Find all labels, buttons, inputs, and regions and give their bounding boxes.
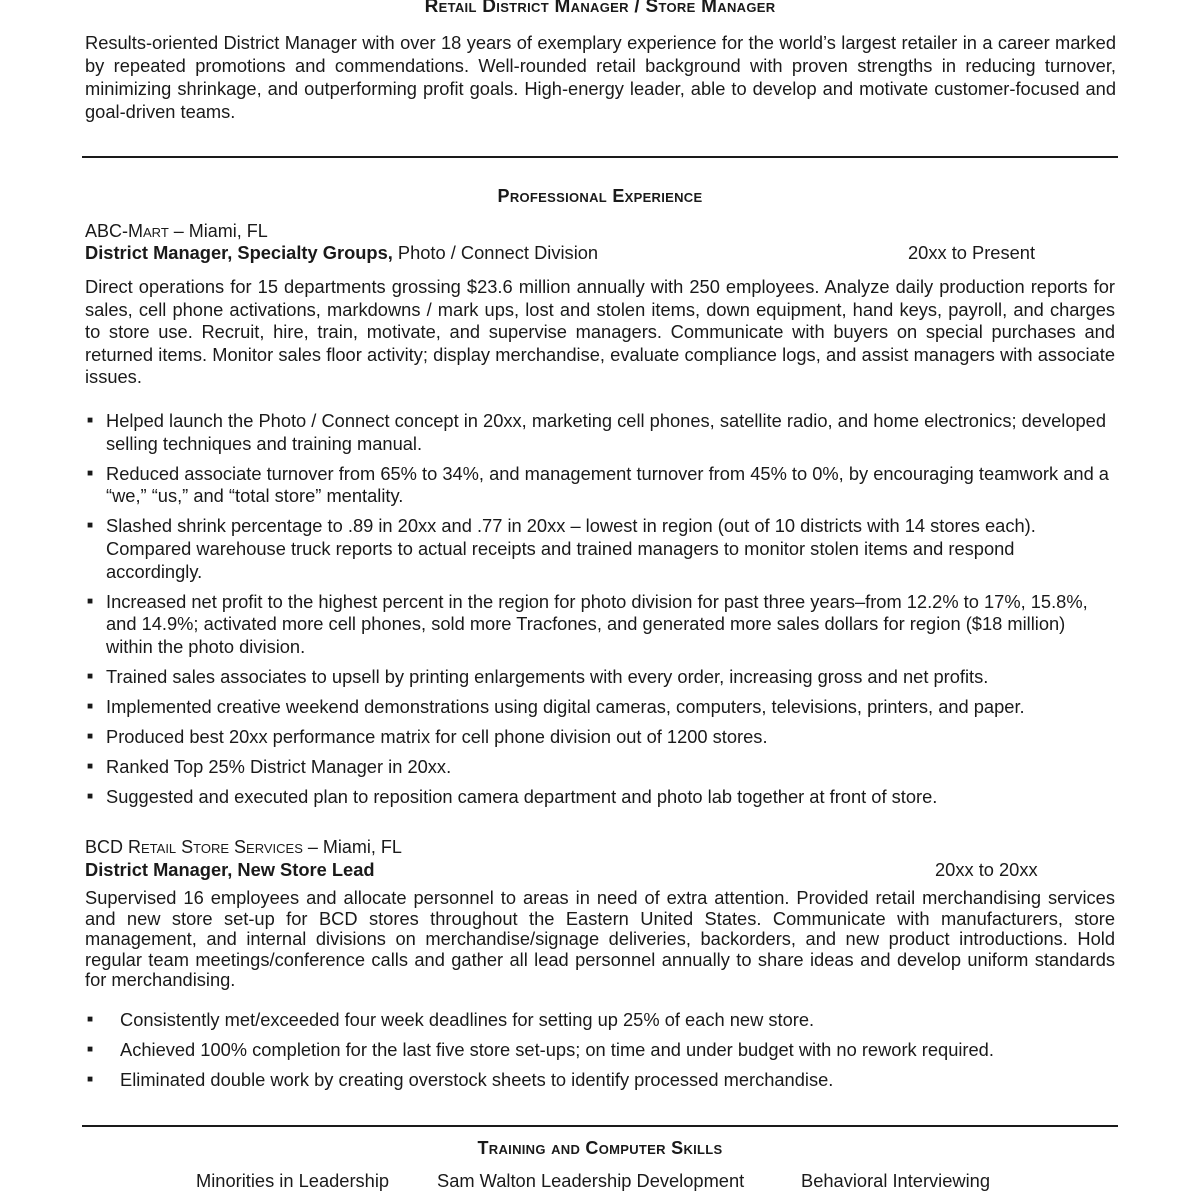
- job-1-description: Direct operations for 15 departments grossing $23.6 million annually with 250 employees. Analyze daily production reports for sales, cell phone activations, markdowns / mark ups, lost and stolen items, down equipment, hand keys, payroll, and charges to store use. Recruit, hire, train, motivate, and supervise managers. Communicate with buyers on special purchases and returned items. Monitor sales floor activity; display merchandise, evaluate compliance logs, and assist managers with associate issues.: [85, 276, 1115, 388]
- skill-item: Minorities in Leadership: [196, 1170, 390, 1191]
- training-section-title: Training and Computer Skills: [477, 1138, 723, 1158]
- bullet-square-icon: ■: [87, 1014, 94, 1025]
- bullet-square-icon: ■: [87, 670, 94, 682]
- bullet-square-icon: ■: [87, 731, 94, 743]
- job-2-employer-line: [85, 836, 402, 858]
- job-1-employer-line: [85, 220, 268, 242]
- job-1-title: District Manager, Specialty Groups,: [85, 242, 393, 263]
- bullet-square-icon: ■: [87, 467, 94, 479]
- list-item: ■ Implemented creative weekend demonstrations using digital cameras, computers, televisions, printers, and paper.: [87, 696, 1025, 718]
- list-item: ■ Achieved 100% completion for the last five store set-ups; on time and under budget with no rework required.: [87, 1038, 994, 1060]
- job-2-description: Supervised 16 employees and allocate personnel to areas in need of extra attention. Provided retail merchandising services and new store set-up for BCD stores throughout the Eastern United States. Communicate with manufacturers, store management, and internal divisions on merchandise/signage deliveries, backorders, and new product introductions. Hold regular team meetings/conference calls and gather all lead personnel annually to share ideas and develop uniform standards for merchandising.: [85, 887, 1115, 990]
- resume-headline: Retail District Manager / Store Manager: [424, 0, 776, 17]
- job-1-location: – Miami, FL: [168, 221, 268, 241]
- bullet-square-icon: ■: [87, 761, 94, 773]
- bullet-square-icon: ■: [87, 1043, 94, 1055]
- bullet-square-icon: ■: [87, 1073, 94, 1085]
- list-item: ■ Slashed shrink percentage to .89 in 20xx and .77 in 20xx – lowest in region (out of 10 districts with 14 stores each). Compared warehouse truck reports to actual receipts and trained managers to monitor stolen items and respond accordingly.: [87, 515, 1036, 582]
- section-divider-bottom: [82, 1125, 1118, 1127]
- list-item: ■ Produced best 20xx performance matrix for cell phone division out of 1200 stores.: [87, 726, 768, 748]
- job-2-achievements: [85, 1009, 1115, 1099]
- list-item: ■ Suggested and executed plan to reposition camera department and photo lab together at front of store.: [87, 786, 938, 808]
- job-1-division: Photo / Connect Division: [392, 242, 599, 263]
- job-2-title: District Manager, New Store Lead: [85, 859, 375, 880]
- list-item: ■ Increased net profit to the highest percent in the region for photo division for past three years–from 12.2% to 17%, 15.8%, and 14.9%; activated more cell phones, sold more Tracfones, and generated more sales dollars for region ($18 million) within the photo division.: [87, 590, 1088, 657]
- list-item: ■ Ranked Top 25% District Manager in 20xx.: [87, 756, 452, 778]
- bullet-square-icon: ■: [87, 520, 94, 532]
- summary-paragraph: Results-oriented District Manager with over 18 years of exemplary experience for the world’s largest retailer in a career marked by repeated promotions and commendations. Well-rounded retail background with proven strengths in reducing turnover, minimizing shrinkage, and outperforming profit goals. High-energy leader, able to develop and motivate customer-focused and goal-driven teams.: [85, 32, 1116, 122]
- experience-section-title: Professional Experience: [497, 186, 703, 206]
- job-1-role-line: [85, 242, 598, 264]
- bullet-square-icon: ■: [87, 701, 94, 713]
- job-2-dates: 20xx to 20xx: [935, 859, 1038, 880]
- list-item: ■ Eliminated double work by creating overstock sheets to identify processed merchandise.: [87, 1068, 834, 1090]
- bullet-square-icon: ■: [87, 595, 94, 607]
- job-2-location: – Miami, FL: [302, 837, 402, 857]
- job-1-employer: ABC-Mart: [85, 221, 169, 241]
- skill-item: Behavioral Interviewing: [801, 1170, 991, 1191]
- list-item: ■ Trained sales associates to upsell by printing enlargements with every order, increasing gross and net profits.: [87, 665, 989, 687]
- job-1-achievements: [85, 410, 1115, 816]
- list-item: ■ Reduced associate turnover from 65% to 34%, and management turnover from 45% to 0%, by encouraging teamwork and a “we,” “us,” and “total store” mentality.: [87, 462, 1109, 507]
- bullet-square-icon: ■: [87, 791, 94, 803]
- list-item: ■ Helped launch the Photo / Connect concept in 20xx, marketing cell phones, satellite radio, and home electronics; developed selling techniques and training manual.: [87, 410, 1106, 454]
- job-2-employer: BCD Retail Store Services: [85, 837, 303, 857]
- bullet-square-icon: ■: [87, 415, 94, 426]
- job-1-dates: 20xx to Present: [908, 242, 1036, 263]
- list-item: ■ Consistently met/exceeded four week deadlines for setting up 25% of each new store.: [87, 1009, 815, 1030]
- skill-item: Sam Walton Leadership Development: [437, 1170, 745, 1191]
- job-2-role-line: [85, 859, 375, 881]
- section-divider-top: [82, 156, 1118, 158]
